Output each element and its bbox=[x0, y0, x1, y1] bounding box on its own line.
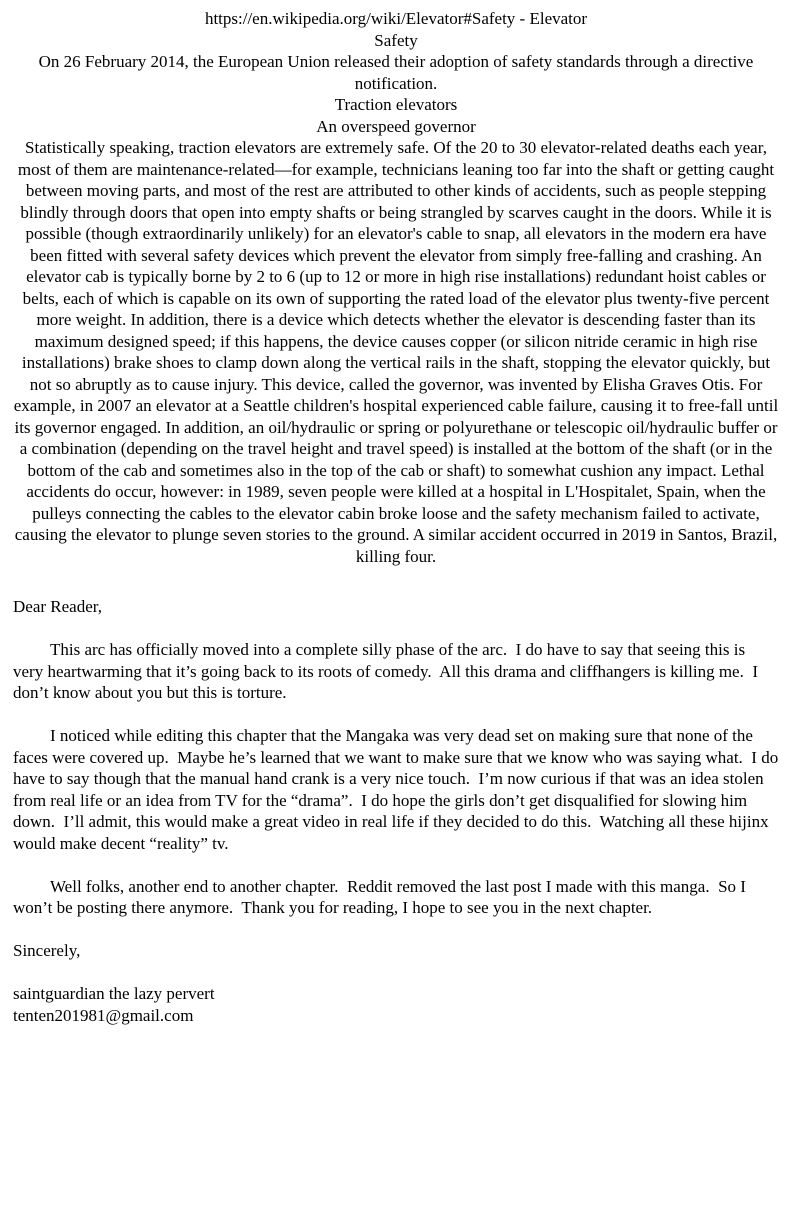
wikipedia-excerpt bbox=[13, 8, 783, 567]
signature-email: tenten201981@gmail.com bbox=[13, 1005, 194, 1025]
directive-intro: On 26 February 2014, the European Union released their adoption of safety standards through a directive notification. bbox=[38, 52, 758, 93]
closing: Sincerely, bbox=[13, 941, 81, 960]
subheading-overspeed-governor: An overspeed governor bbox=[316, 116, 476, 136]
excerpt-body: Statistically speaking, traction elevators are extremely safe. Of the 20 to 30 elevator-related deaths each year, most of them are maintenance-related—for example, technicians leaning too far into the shaft or getting caught between moving parts, and most of the rest are attributed to other kinds of accidents, such as people stepping blindly through doors that open into empty shafts or being strangled by scarves caught in the doors. While it is possible (though extraordinarily unlikely) for an elevator's cable to snap, all elevators in the modern era have been fitted with several safety devices which prevent the elevator from simply free-falling and crashing. An elevator cab is typically borne by 2 to 6 (up to 12 or more in high rise installations) redundant hoist cables or belts, each of which is capable on its own of supporting the rated load of the elevator plus twenty-five percent more weight. In addition, there is a device which detects whether the elevator is descending faster than its maximum designed speed; if this happens, the device causes copper (or silicon nitride ceramic in high rise installations) brake shoes to clamp down along the vertical rails in the shaft, stopping the elevator quickly, but not so abruptly as to cause injury. This device, called the governor, was invented by Elisha Graves Otis. For example, in 2007 an elevator at a Seattle children's hospital experienced cable failure, causing it to free-fall until its governor engaged. In addition, an oil/hydraulic or spring or polyurethane or telescopic oil/hydraulic buffer or a combination (depending on the travel height and travel speed) is installed at the bottom of the shaft (or in the bottom of the cab and sometimes also in the top of the cab or shaft) to somewhat cushion any impact. Lethal accidents do occur, however: in 1989, seven people were killed at a hospital in L'Hospitalet, Spain, when the pulleys connecting the cables to the elevator cabin broke loose and the safety mechanism failed to activate, causing the elevator to plunge seven stories to the ground. A similar accident occurred in 2019 in Santos, Brazil, killing four. bbox=[13, 138, 783, 566]
subheading-traction-elevators: Traction elevators bbox=[334, 95, 458, 114]
letter-paragraph-3: Well folks, another end to another chapter. Reddit removed the last post I made with this manga. So I won’t be posting there anymore. Thank you for reading, I hope to see you in the next chapter. bbox=[13, 876, 751, 917]
signature-name: saintguardian the lazy pervert bbox=[13, 984, 215, 1003]
source-url-line: https://en.wikipedia.org/wiki/Elevator#Safety - Elevator bbox=[204, 9, 588, 28]
section-heading: Safety bbox=[374, 30, 418, 50]
salutation: Dear Reader, bbox=[13, 597, 102, 616]
reader-letter bbox=[13, 596, 783, 1026]
letter-paragraph-1: This arc has officially moved into a complete silly phase of the arc. I do have to say that seeing this is very heartwarming that it’s going back to its roots of comedy. All this drama and cliffhangers is killing me. I don’t know about you but this is torture. bbox=[13, 640, 763, 702]
letter-paragraph-2: I noticed while editing this chapter that the Mangaka was very dead set on making sure that none of the faces were covered up. Maybe he’s learned that we want to make sure that we know who was saying what. I do have to say though that the manual hand crank is a very nice touch. I’m now curious if that was an idea stolen from real life or an idea from TV for the “drama”. I do hope the girls don’t get disqualified for slowing him down. I’ll admit, this would make a great video in real life if they decided to do this. Watching all these hijinx would make decent “reality” tv. bbox=[13, 726, 783, 853]
